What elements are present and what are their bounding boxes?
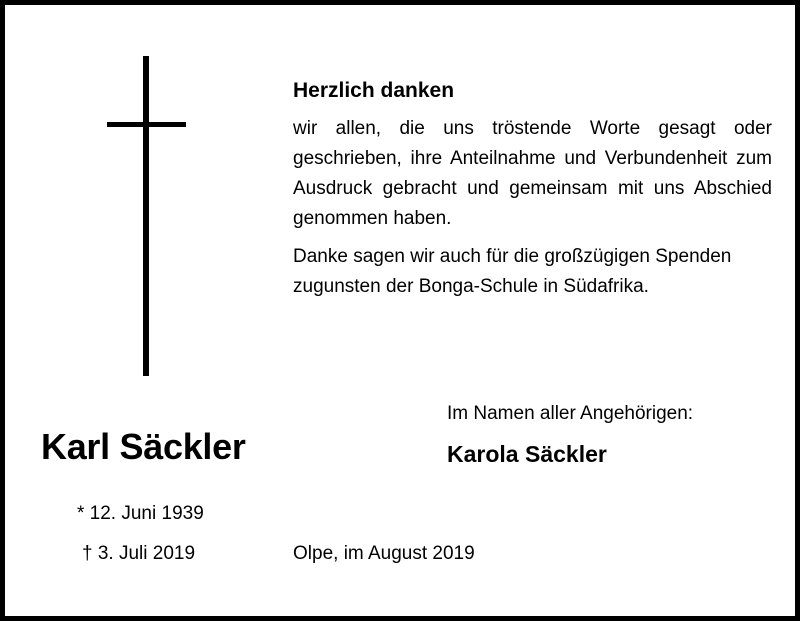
- deceased-name: Karl Säckler: [41, 426, 246, 467]
- place-date: Olpe, im August 2019: [293, 543, 475, 564]
- donation-paragraph: Danke sagen wir auch für die großzügigen Spenden zugunsten der Bonga-Schule in Südafrika.: [293, 246, 732, 297]
- cross-vertical-bar: [143, 56, 149, 376]
- birth-date: * 12. Juni 1939: [77, 503, 204, 524]
- death-date: † 3. Juli 2019: [82, 543, 196, 564]
- thank-you-heading: Herzlich danken: [293, 79, 455, 102]
- thank-you-paragraph: wir allen, die uns tröstende Worte gesagt oder geschrieben, ihre Anteilnahme und Verbundenheit zum Ausdruck gebracht und gemeinsam mit uns Abschied genommen haben.: [293, 118, 772, 229]
- on-behalf-label: Im Namen aller Angehörigen:: [447, 403, 694, 424]
- signer-name: Karola Säckler: [447, 441, 607, 467]
- cross-horizontal-bar: [107, 122, 186, 127]
